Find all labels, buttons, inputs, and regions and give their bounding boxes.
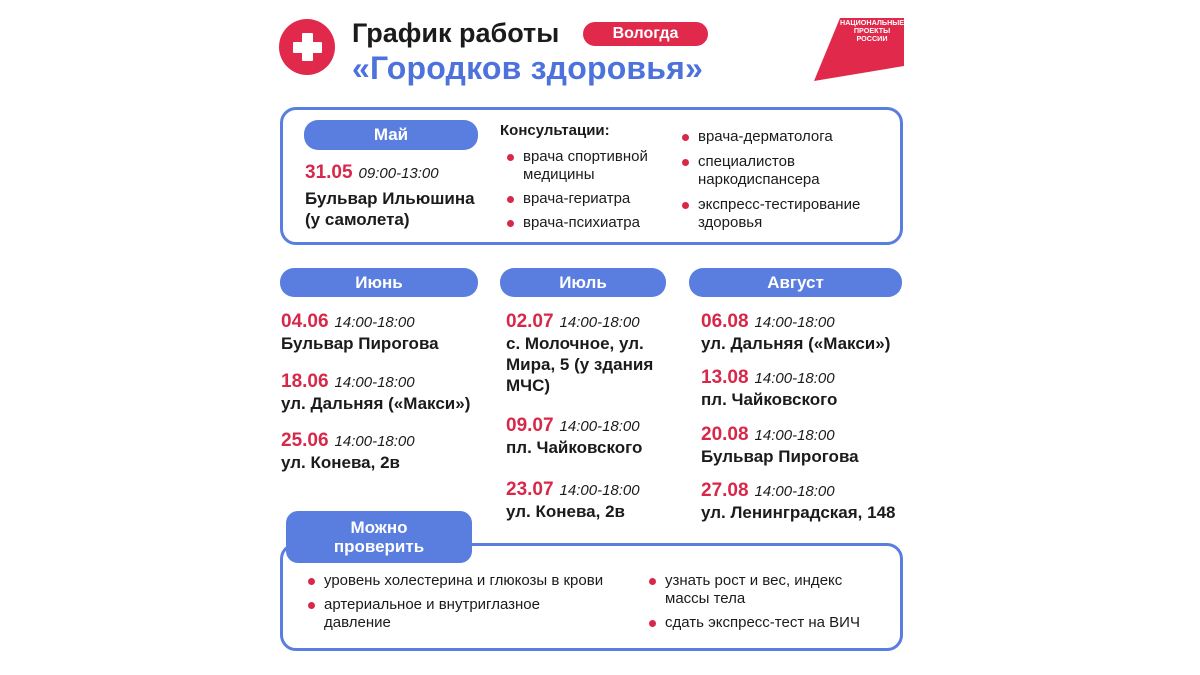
july-entry-3 <box>506 479 640 522</box>
entry-address: ул. Дальняя («Макси») <box>701 334 891 353</box>
entry-address: ул. Конева, 2в <box>281 453 400 472</box>
entry-date: 25.06 <box>281 430 329 451</box>
check-list-2 <box>647 572 877 632</box>
entry-time: 14:00-18:00 <box>334 314 415 331</box>
may-entry <box>305 162 475 230</box>
june-entry-1 <box>281 311 439 354</box>
entry-time: 14:00-18:00 <box>559 482 640 499</box>
check-title-line1: Можно <box>350 518 408 537</box>
entry-address: ул. Ленинградская, 148 <box>701 503 896 522</box>
july-entry-1 <box>506 311 656 396</box>
entry-time: 14:00-18:00 <box>334 374 415 391</box>
august-entry-2 <box>701 367 837 410</box>
page-title: График работы <box>352 18 560 48</box>
consultations-heading: Консультации: <box>500 122 610 139</box>
list-item: экспресс-тестирование здоровья <box>680 196 890 232</box>
list-item: артериальное и внутриглазное давление <box>306 596 544 632</box>
entry-address: Бульвар Пирогова <box>701 447 859 466</box>
list-item: врача спортивной медицины <box>505 148 675 184</box>
entry-address: с. Молочное, ул. Мира, 5 (у здания МЧС) <box>506 334 654 395</box>
entry-date: 31.05 <box>305 162 353 183</box>
list-item: врача-психиатра <box>505 214 675 232</box>
month-may: Май <box>304 120 478 150</box>
august-entry-1 <box>701 311 890 354</box>
entry-date: 27.08 <box>701 480 749 501</box>
entry-address: ул. Конева, 2в <box>506 502 625 521</box>
entry-address: Бульвар Пирогова <box>281 334 439 353</box>
july-entry-2 <box>506 415 642 458</box>
entry-date: 13.08 <box>701 367 749 388</box>
entry-time: 14:00-18:00 <box>334 433 415 450</box>
list-item: уровень холестерина и глюкозы в крови <box>306 572 636 590</box>
month-august: Август <box>689 268 902 297</box>
entry-date: 20.08 <box>701 424 749 445</box>
list-item: врача-гериатра <box>505 190 675 208</box>
entry-time: 09:00-13:00 <box>358 165 439 182</box>
list-item: специалистов наркодиспансера <box>680 153 868 189</box>
national-projects-text: НАЦИОНАЛЬНЫЕ ПРОЕКТЫ РОССИИ <box>840 18 905 43</box>
entry-time: 14:00-18:00 <box>559 314 640 331</box>
entry-address: пл. Чайковского <box>506 438 643 457</box>
consultations-list-1 <box>505 148 675 232</box>
list-item: сдать экспресс-тест на ВИЧ <box>647 614 877 632</box>
entry-date: 23.07 <box>506 479 554 500</box>
entry-address: ул. Дальняя («Макси») <box>281 394 471 413</box>
entry-time: 14:00-18:00 <box>754 427 835 444</box>
entry-date: 18.06 <box>281 371 329 392</box>
consultations-list-2 <box>680 128 890 232</box>
june-entry-3 <box>281 430 415 473</box>
entry-time: 14:00-18:00 <box>754 483 835 500</box>
check-title-line2: проверить <box>333 537 425 556</box>
list-item: узнать рост и вес, индекс массы тела <box>647 572 877 608</box>
city-badge: Вологда <box>583 22 708 46</box>
cross-icon-horizontal <box>293 42 322 53</box>
check-list-1 <box>306 572 636 632</box>
entry-address: Бульвар Ильюшина <box>305 189 475 208</box>
month-june: Июнь <box>280 268 478 297</box>
august-entry-4 <box>701 480 895 523</box>
june-entry-2 <box>281 371 470 414</box>
month-july: Июль <box>500 268 666 297</box>
list-item: врача-дерматолога <box>680 128 890 146</box>
entry-date: 02.07 <box>506 311 554 332</box>
entry-address-note: (у самолета) <box>305 210 410 229</box>
check-title <box>286 511 472 563</box>
entry-date: 06.08 <box>701 311 749 332</box>
august-entry-3 <box>701 424 859 467</box>
entry-time: 14:00-18:00 <box>754 370 835 387</box>
entry-time: 14:00-18:00 <box>754 314 835 331</box>
entry-time: 14:00-18:00 <box>559 418 640 435</box>
entry-date: 04.06 <box>281 311 329 332</box>
entry-address: пл. Чайковского <box>701 390 838 409</box>
entry-date: 09.07 <box>506 415 554 436</box>
page-subtitle: «Городков здоровья» <box>352 50 704 86</box>
